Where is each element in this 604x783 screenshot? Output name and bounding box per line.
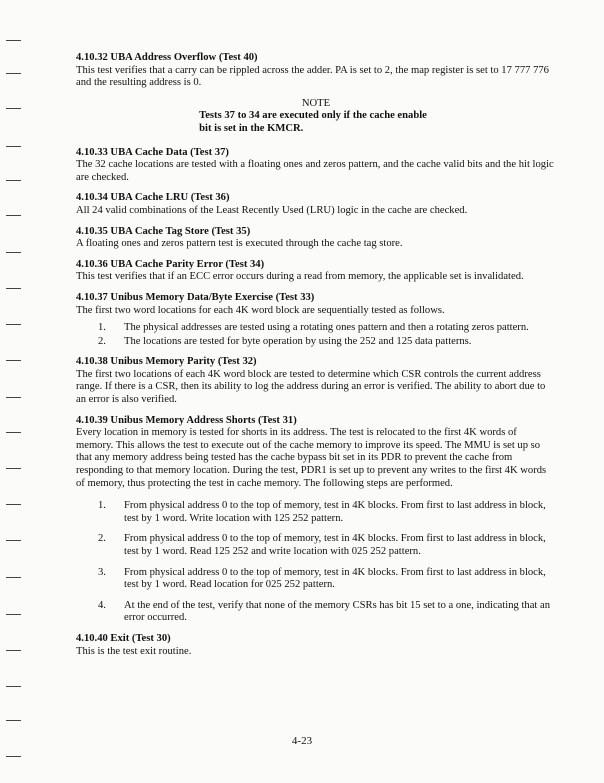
step-text: The locations are tested for byte operation by using the 252 and 125 data patterns. xyxy=(124,335,472,347)
section-body: This test verifies that if an ECC error occurs during a read from memory, the applicable set is invalidated. xyxy=(76,271,524,283)
section-4-10-39 xyxy=(76,415,556,625)
list-item xyxy=(76,500,556,525)
section-heading: 4.10.38 Unibus Memory Parity (Test 32) xyxy=(76,356,257,368)
section-body: The 32 cache locations are tested with a floating ones and zeros pattern, and the cache valid bits and the hit logic are checked. xyxy=(76,159,554,183)
document-page xyxy=(76,52,556,666)
step-list xyxy=(76,322,556,348)
section-heading: 4.10.39 Unibus Memory Address Shorts (Test 31) xyxy=(76,414,297,426)
step-number: 1. xyxy=(98,322,106,334)
section-body: The first two word locations for each 4K word block are sequentially tested as follows. xyxy=(76,304,445,316)
section-heading: 4.10.40 Exit (Test 30) xyxy=(76,632,171,644)
section-body: The first two locations of each 4K word block are tested to determine which CSR controls the current address range. If there is a CSR, then its ability to log the address during an error is verified. The ability to abort due to an error is also verified. xyxy=(76,368,546,406)
section-4-10-37 xyxy=(76,292,556,348)
section-heading: 4.10.36 UBA Cache Parity Error (Test 34) xyxy=(76,258,265,270)
section-body: This test verifies that a carry can be rippled across the adder. PA is set to 2, the map register is set to 17 777 776 and the resulting address is 0. xyxy=(76,64,549,89)
section-body: Every location in memory is tested for shorts in its address. The test is relocated to the first 4K words of memory. This allows the test to execute out of the cache memory to improve its speed. The MMU is set up so that any memory address being tested has the cache bypass bit set in its PDR to prevent the cache from responding to that memory location. During the test, PDR1 is set up to prevent any writes to the first 4K words of memory, thus protecting the test in cache memory. The following steps are performed. xyxy=(76,427,547,489)
section-heading: 4.10.37 Unibus Memory Data/Byte Exercise (Test 33) xyxy=(76,291,315,303)
note-line-1: Tests 37 to 34 are executed only if the cache enable xyxy=(199,110,427,122)
section-4-10-36 xyxy=(76,259,556,284)
step-number: 2. xyxy=(98,533,106,545)
section-4-10-35 xyxy=(76,226,556,251)
step-text: From physical address 0 to the top of memory, test in 4K blocks. From first to last address in block, test by 1 word. Write location with 125 252 pattern. xyxy=(124,500,546,524)
list-item xyxy=(76,322,556,335)
step-number: 1. xyxy=(98,500,106,512)
binder-margin-ticks xyxy=(0,0,30,783)
step-text: From physical address 0 to the top of memory, test in 4K blocks. From first to last address in block, test by 1 word. Read 125 252 and write location with 025 252 pattern. xyxy=(124,533,546,557)
note-box xyxy=(76,98,556,136)
step-text: From physical address 0 to the top of memory, test in 4K blocks. From first to last address in block, test by 1 word. Read location for 025 252 pattern. xyxy=(124,566,546,591)
step-number: 4. xyxy=(98,599,106,611)
list-item xyxy=(76,533,556,558)
section-heading: 4.10.33 UBA Cache Data (Test 37) xyxy=(76,146,229,158)
section-4-10-34 xyxy=(76,192,556,217)
section-4-10-38 xyxy=(76,356,556,406)
section-body: This is the test exit routine. xyxy=(76,645,192,657)
step-text: At the end of the test, verify that none of the memory CSRs has bit 15 set to a one, indicating that an error occurred. xyxy=(124,599,551,624)
list-item xyxy=(76,600,556,625)
note-title: NOTE xyxy=(301,97,331,109)
step-text: The physical addresses are tested using a rotating ones pattern and then a rotating zeros pattern. xyxy=(124,322,529,334)
note-line-2: bit is set in the KMCR. xyxy=(199,122,304,134)
section-4-10-33 xyxy=(76,147,556,185)
section-heading: 4.10.35 UBA Cache Tag Store (Test 35) xyxy=(76,225,251,237)
section-4-10-40 xyxy=(76,633,556,658)
section-body: All 24 valid combinations of the Least Recently Used (LRU) logic in the cache are checked. xyxy=(76,204,468,216)
step-number: 2. xyxy=(98,335,106,347)
list-item xyxy=(76,336,556,349)
section-heading: 4.10.34 UBA Cache LRU (Test 36) xyxy=(76,192,230,204)
step-number: 3. xyxy=(98,566,106,578)
section-4-10-32 xyxy=(76,52,556,90)
note-body xyxy=(199,110,427,135)
page-number: 4-23 xyxy=(291,735,313,747)
section-heading: 4.10.32 UBA Address Overflow (Test 40) xyxy=(76,52,258,63)
section-body: A floating ones and zeros pattern test is executed through the cache tag store. xyxy=(76,238,403,250)
list-item xyxy=(76,567,556,592)
step-list xyxy=(76,500,556,625)
